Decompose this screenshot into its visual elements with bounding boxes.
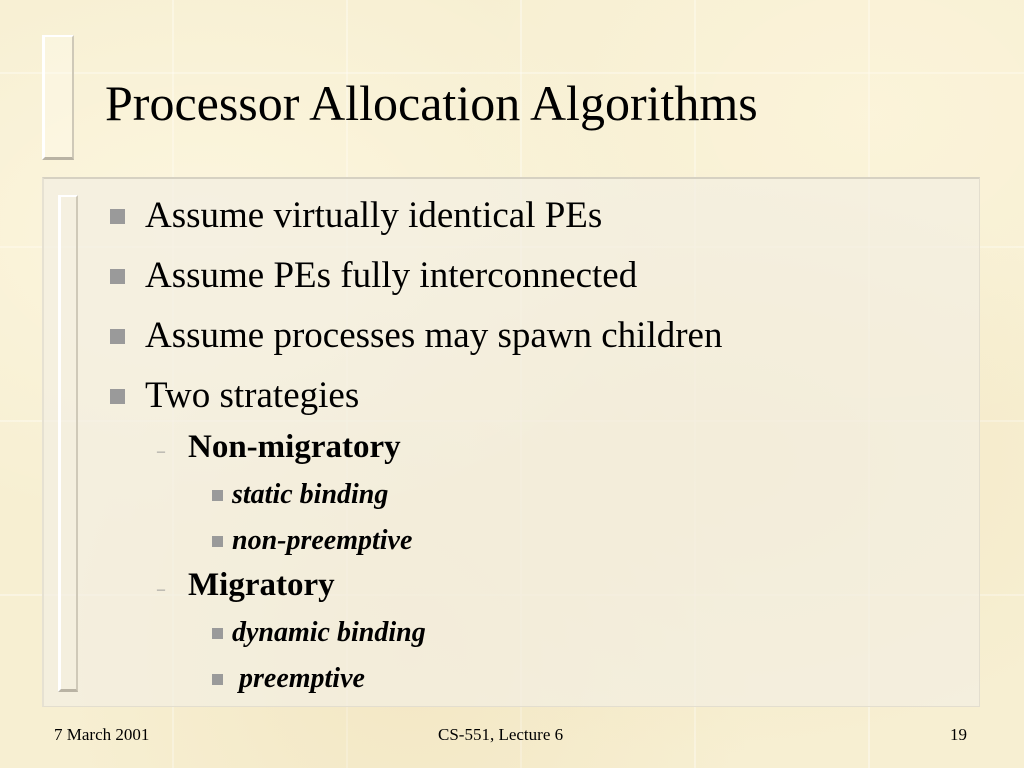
sub-sub-bullet-item	[108, 472, 722, 518]
sub-bullet-item	[108, 422, 722, 472]
bullet-list	[108, 186, 722, 702]
square-bullet-icon	[110, 329, 125, 344]
square-bullet-icon	[110, 389, 125, 404]
slide-title: Processor Allocation Algorithms	[105, 75, 758, 131]
bullet-item	[108, 366, 722, 426]
sub-sub-bullet-text: static binding	[232, 479, 389, 510]
bullet-text: Two strategies	[145, 375, 360, 416]
bullet-item	[108, 186, 722, 246]
footer-date: 7 March 2001	[54, 725, 150, 744]
sub-sub-bullet-item	[108, 518, 722, 564]
dash-bullet-icon: –	[157, 581, 165, 598]
bullet-item	[108, 246, 722, 306]
footer-page-number: 19	[950, 725, 967, 744]
title-decor-bar	[42, 35, 74, 160]
square-bullet-icon	[110, 269, 125, 284]
dash-bullet-icon: –	[157, 443, 165, 460]
content-decor-bar	[58, 195, 78, 692]
sub-sub-bullet-item	[108, 610, 722, 656]
square-bullet-icon	[212, 536, 223, 547]
sub-bullet-item	[108, 560, 722, 610]
bullet-text: Assume processes may spawn children	[145, 315, 723, 356]
square-bullet-icon	[212, 490, 223, 501]
sub-bullet-text: Non-migratory	[188, 429, 401, 465]
sub-sub-bullet-text: preemptive	[232, 663, 365, 694]
bullet-item	[108, 306, 722, 366]
square-bullet-icon	[110, 209, 125, 224]
bullet-text: Assume PEs fully interconnected	[145, 255, 638, 296]
sub-sub-bullet-item	[108, 656, 722, 702]
bullet-text: Assume virtually identical PEs	[145, 195, 603, 236]
square-bullet-icon	[212, 628, 223, 639]
square-bullet-icon	[212, 674, 223, 685]
sub-bullet-text: Migratory	[188, 567, 335, 603]
footer-course: CS-551, Lecture 6	[438, 725, 564, 744]
sub-sub-bullet-text: dynamic binding	[232, 617, 426, 648]
sub-sub-bullet-text: non-preemptive	[232, 525, 413, 556]
